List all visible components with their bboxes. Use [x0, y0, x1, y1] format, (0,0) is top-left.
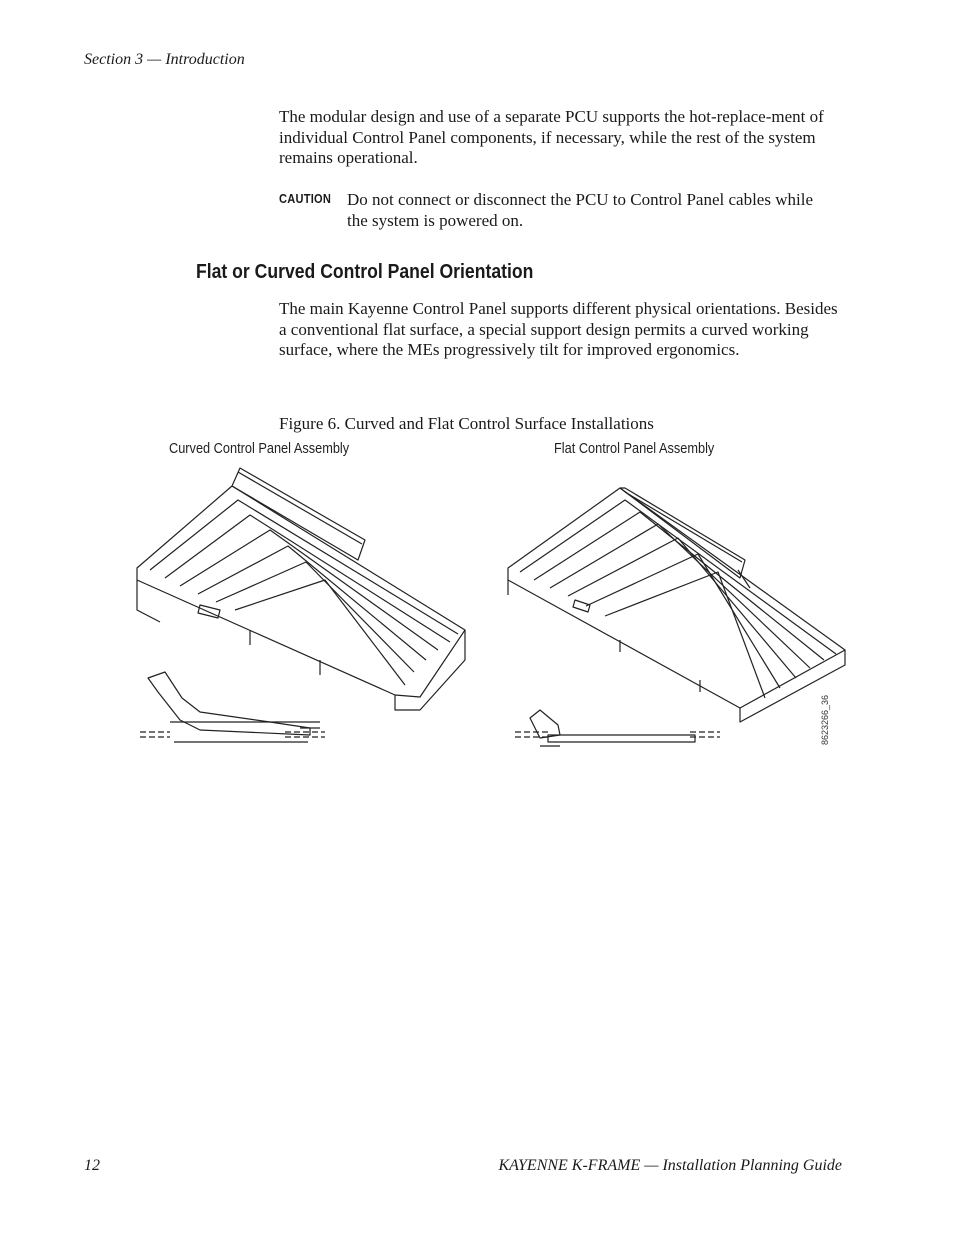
- footer-title: KAYENNE K-FRAME — Installation Planning Guide: [498, 1157, 842, 1174]
- curved-assembly-label: Curved Control Panel Assembly: [169, 441, 350, 457]
- flat-panel-drawing: [508, 488, 845, 746]
- figure-caption: Figure 6. Curved and Flat Control Surface Installations: [279, 414, 654, 433]
- caution-label: CAUTION: [279, 191, 332, 206]
- page-number: 12: [84, 1157, 100, 1174]
- running-header: Section 3 — Introduction: [84, 51, 245, 68]
- intro-paragraph: The modular design and use of a separate PCU supports the hot-replace-ment of individual Control Panel components, if necessary, while the rest of the system remains operational.: [279, 107, 824, 167]
- drawing-id: 8623266_36: [820, 694, 830, 745]
- curved-panel-drawing: [137, 468, 465, 742]
- caution-text: Do not connect or disconnect the PCU to Control Panel cables while the system is powered on.: [347, 190, 813, 230]
- control-panel-illustration: [120, 460, 850, 760]
- orientation-paragraph: The main Kayenne Control Panel supports different physical orientations. Besides a conventional flat surface, a special support design permits a curved working surface, where the MEs progressively tilt for improved ergonomics.: [279, 299, 838, 359]
- section-heading: Flat or Curved Control Panel Orientation: [196, 261, 534, 283]
- flat-assembly-label: Flat Control Panel Assembly: [554, 441, 715, 457]
